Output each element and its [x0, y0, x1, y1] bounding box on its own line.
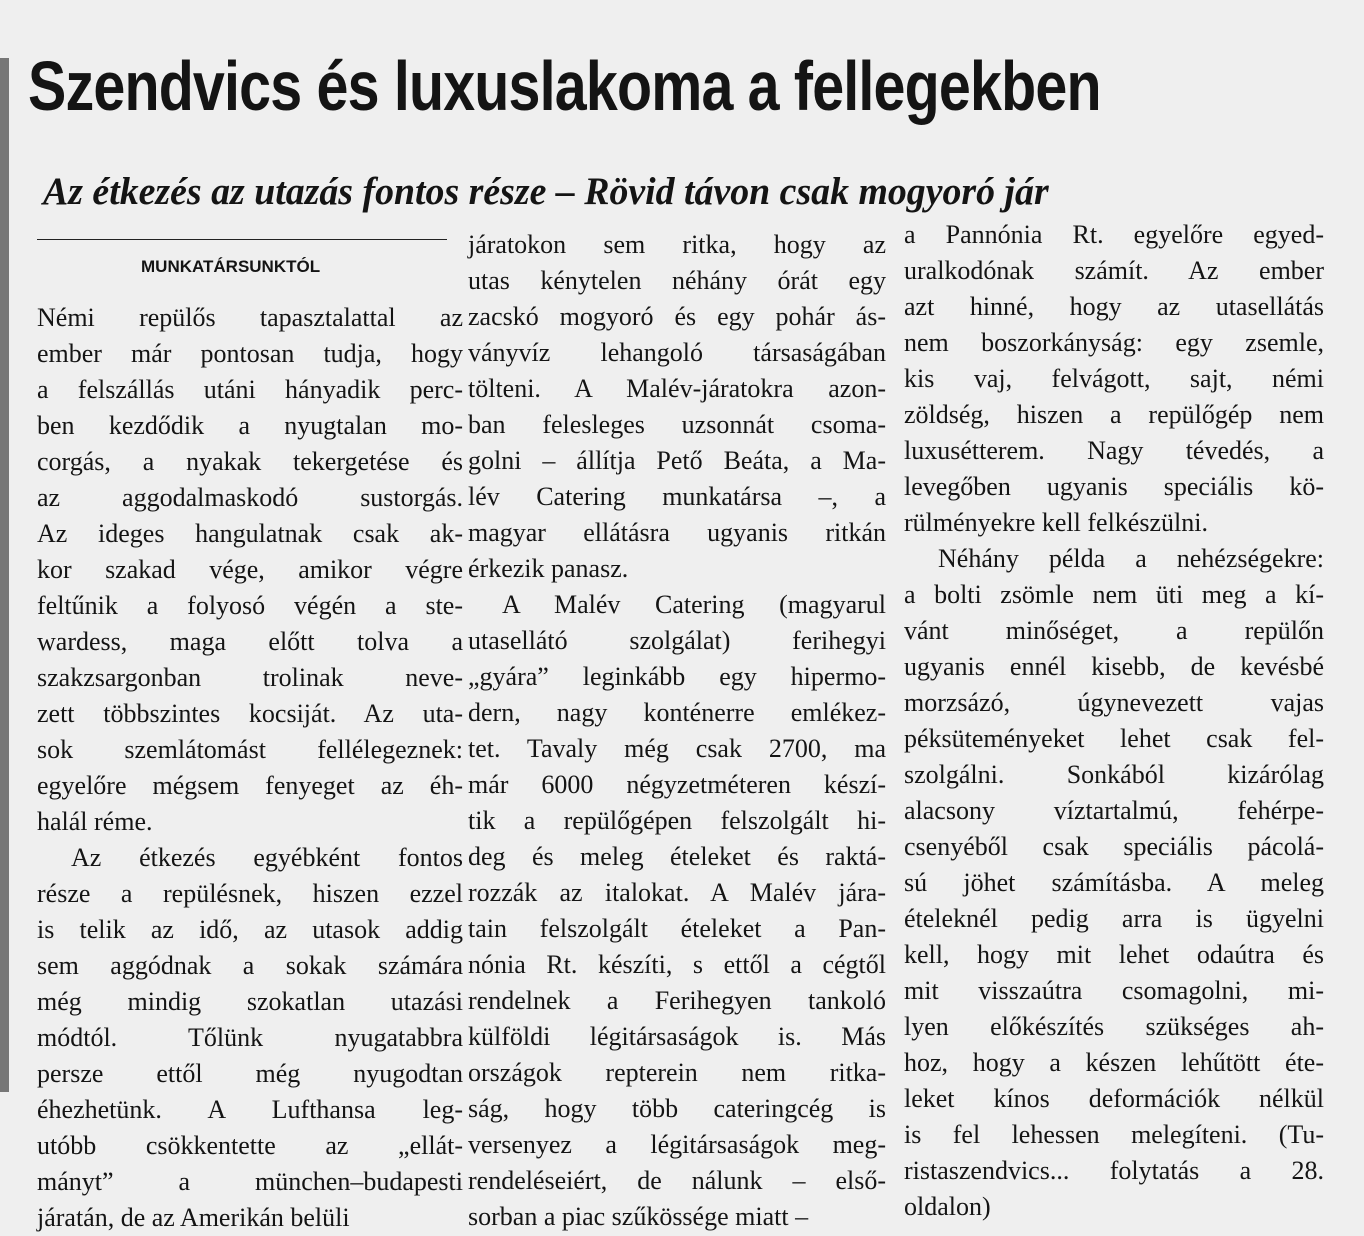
text-line: a Pannónia Rt. egyelőre egyed- — [904, 220, 1324, 249]
text-line: járatán, de az Amerikán belüli — [37, 1203, 350, 1232]
text-line: leket kínos deformációk nélkül — [904, 1084, 1324, 1113]
text-line: is fel lehessen melegíteni. (Tu- — [904, 1120, 1324, 1149]
text-line: módtól. Tőlünk nyugatabbra — [37, 1023, 463, 1052]
text-line: szolgálni. Sonkából kizárólag — [904, 760, 1324, 789]
text-line: kell, hogy mit lehet odaútra és — [904, 940, 1324, 969]
text-line: deg és meleg ételeket és raktá- — [468, 842, 886, 871]
text-line: morzsázó, úgynevezett vajas — [904, 688, 1324, 717]
text-line: magyar ellátásra ugyanis ritkán — [468, 518, 886, 547]
text-line: azt hinné, hogy az utasellátás — [904, 292, 1324, 321]
text-line: uralkodónak számít. Az ember — [904, 256, 1324, 285]
text-line: az aggodalmaskodó sustorgás. — [37, 483, 463, 512]
text-line: Némi repülős tapasztalattal az — [37, 303, 463, 332]
text-line: tik a repülőgépen felszolgált hi- — [468, 806, 886, 835]
text-line: éhezhetünk. A Lufthansa leg- — [37, 1095, 463, 1124]
text-line: ristaszendvics... folytatás a 28. — [904, 1156, 1324, 1185]
text-line: Néhány példa a nehézségekre: — [938, 544, 1324, 573]
paragraph — [468, 587, 886, 1235]
page-edge-line — [0, 58, 9, 1092]
article-column-2 — [468, 227, 886, 1235]
text-line: vánt minőséget, a repülőn — [904, 616, 1324, 645]
text-line: érkezik panasz. — [468, 554, 629, 583]
text-line: ugyanis ennél kisebb, de kevésbé — [904, 652, 1324, 681]
paragraph — [37, 840, 463, 1236]
text-line: oldalon) — [904, 1192, 991, 1221]
text-line: utóbb csökkentette az „ellát- — [37, 1131, 463, 1160]
text-line: corgás, a nyakak tekergetése és — [37, 447, 463, 476]
text-line: országok repterein nem ritka- — [468, 1058, 886, 1087]
text-line: mit visszaútra csomagolni, mi- — [904, 976, 1324, 1005]
text-line: levegőben ugyanis speciális kö- — [904, 472, 1324, 501]
text-line: kor szakad vége, amikor végre — [37, 555, 463, 584]
text-line: lyen előkészítés szükséges ah- — [904, 1012, 1324, 1041]
text-line: hoz, hogy a készen lehűtött éte- — [904, 1048, 1324, 1077]
text-line: ság, hogy több cateringcég is — [468, 1094, 886, 1123]
text-line: a felszállás utáni hányadik perc- — [37, 375, 463, 404]
text-line: rendeléseiért, de nálunk – első- — [468, 1166, 886, 1195]
text-line: utas kénytelen néhány órát egy — [468, 266, 886, 295]
text-line: ben kezdődik a nyugtalan mo- — [37, 411, 463, 440]
text-line: még mindig szokatlan utazási — [37, 987, 463, 1016]
text-line: sem aggódnak a sokak számára — [37, 951, 463, 980]
text-line: wardess, maga előtt tolva a — [37, 627, 463, 656]
text-line: persze ettől még nyugodtan — [37, 1059, 463, 1088]
text-line: péksüteményeket lehet csak fel- — [904, 724, 1324, 753]
article-column-1 — [37, 300, 463, 1236]
text-line: csenyéből csak speciális pácolá- — [904, 832, 1324, 861]
text-line: zett többszintes kocsiját. Az uta- — [37, 699, 463, 728]
text-line: sok szemlátomást fellélegeznek: — [37, 735, 463, 764]
text-line: is telik az idő, az utasok addig — [37, 915, 463, 944]
paragraph — [904, 217, 1324, 541]
text-line: a bolti zsömle nem üti meg a kí- — [904, 580, 1324, 609]
text-line: ember már pontosan tudja, hogy — [37, 339, 463, 368]
text-line: utasellátó szolgálat) ferihegyi — [468, 626, 886, 655]
text-line: sorban a piac szűkössége miatt – — [468, 1202, 809, 1231]
text-line: szakzsargonban trolinak neve- — [37, 663, 463, 692]
text-line: nónia Rt. készíti, s ettől a cégtől — [468, 950, 886, 979]
text-line: már 6000 négyzetméteren készí- — [468, 770, 886, 799]
text-line: halál réme. — [37, 807, 153, 836]
text-line: ételeknél pedig arra is ügyelni — [904, 904, 1324, 933]
text-line: alacsony víztartalmú, fehérpe- — [904, 796, 1324, 825]
paragraph — [37, 300, 463, 840]
text-line: járatokon sem ritka, hogy az — [468, 230, 886, 259]
text-line: tain felszolgált ételeket a Pan- — [468, 914, 886, 943]
text-line: mányt” a münchen–budapesti — [37, 1167, 463, 1196]
text-line: rozzák az italokat. A Malév jára- — [468, 878, 886, 907]
text-line: ban felesleges uzsonnát csoma- — [468, 410, 886, 439]
text-line: luxusétterem. Nagy tévedés, a — [904, 436, 1324, 465]
text-line: „gyára” leginkább egy hipermo- — [468, 662, 886, 691]
text-line: zöldség, hiszen a repülőgép nem — [904, 400, 1324, 429]
text-line: sú jöhet számításba. A meleg — [904, 868, 1324, 897]
text-line: tet. Tavaly még csak 2700, ma — [468, 734, 886, 763]
text-line: kis vaj, felvágott, sajt, némi — [904, 364, 1324, 393]
text-line: dern, nagy konténerre emlékez- — [468, 698, 886, 727]
article-column-3 — [904, 217, 1324, 1225]
subtitle: Az étkezés az utazás fontos része – Rövid távon csak mogyoró jár — [43, 170, 1049, 213]
byline-rule — [37, 239, 447, 240]
text-line: Az ideges hangulatnak csak ak- — [37, 519, 463, 548]
text-line: rendelnek a Ferihegyen tankoló — [468, 986, 886, 1015]
byline: MUNKATÁRSUNKTÓL — [141, 257, 321, 276]
text-line: zacskó mogyoró és egy pohár ás- — [468, 302, 886, 331]
paragraph — [904, 541, 1324, 1225]
text-line: feltűnik a folyosó végén a ste- — [37, 591, 463, 620]
text-line: nem boszorkányság: egy zsemle, — [904, 328, 1324, 357]
headline: Szendvics és luxuslakoma a fellegekben — [28, 47, 1101, 125]
text-line: versenyez a légitársaságok meg- — [468, 1130, 886, 1159]
text-line: golni – állítja Pető Beáta, a Ma- — [468, 446, 886, 475]
text-line: külföldi légitársaságok is. Más — [468, 1022, 886, 1051]
text-line: része a repülésnek, hiszen ezzel — [37, 879, 463, 908]
text-line: tölteni. A Malév-járatokra azon- — [468, 374, 886, 403]
text-line: A Malév Catering (magyarul — [502, 590, 886, 619]
text-line: ványvíz lehangoló társaságában — [468, 338, 886, 367]
text-line: rülményekre kell felkészülni. — [904, 508, 1208, 537]
text-line: Az étkezés egyébként fontos — [71, 843, 463, 872]
paragraph — [468, 227, 886, 587]
text-line: lév Catering munkatársa –, a — [468, 482, 886, 511]
text-line: egyelőre mégsem fenyeget az éh- — [37, 771, 463, 800]
